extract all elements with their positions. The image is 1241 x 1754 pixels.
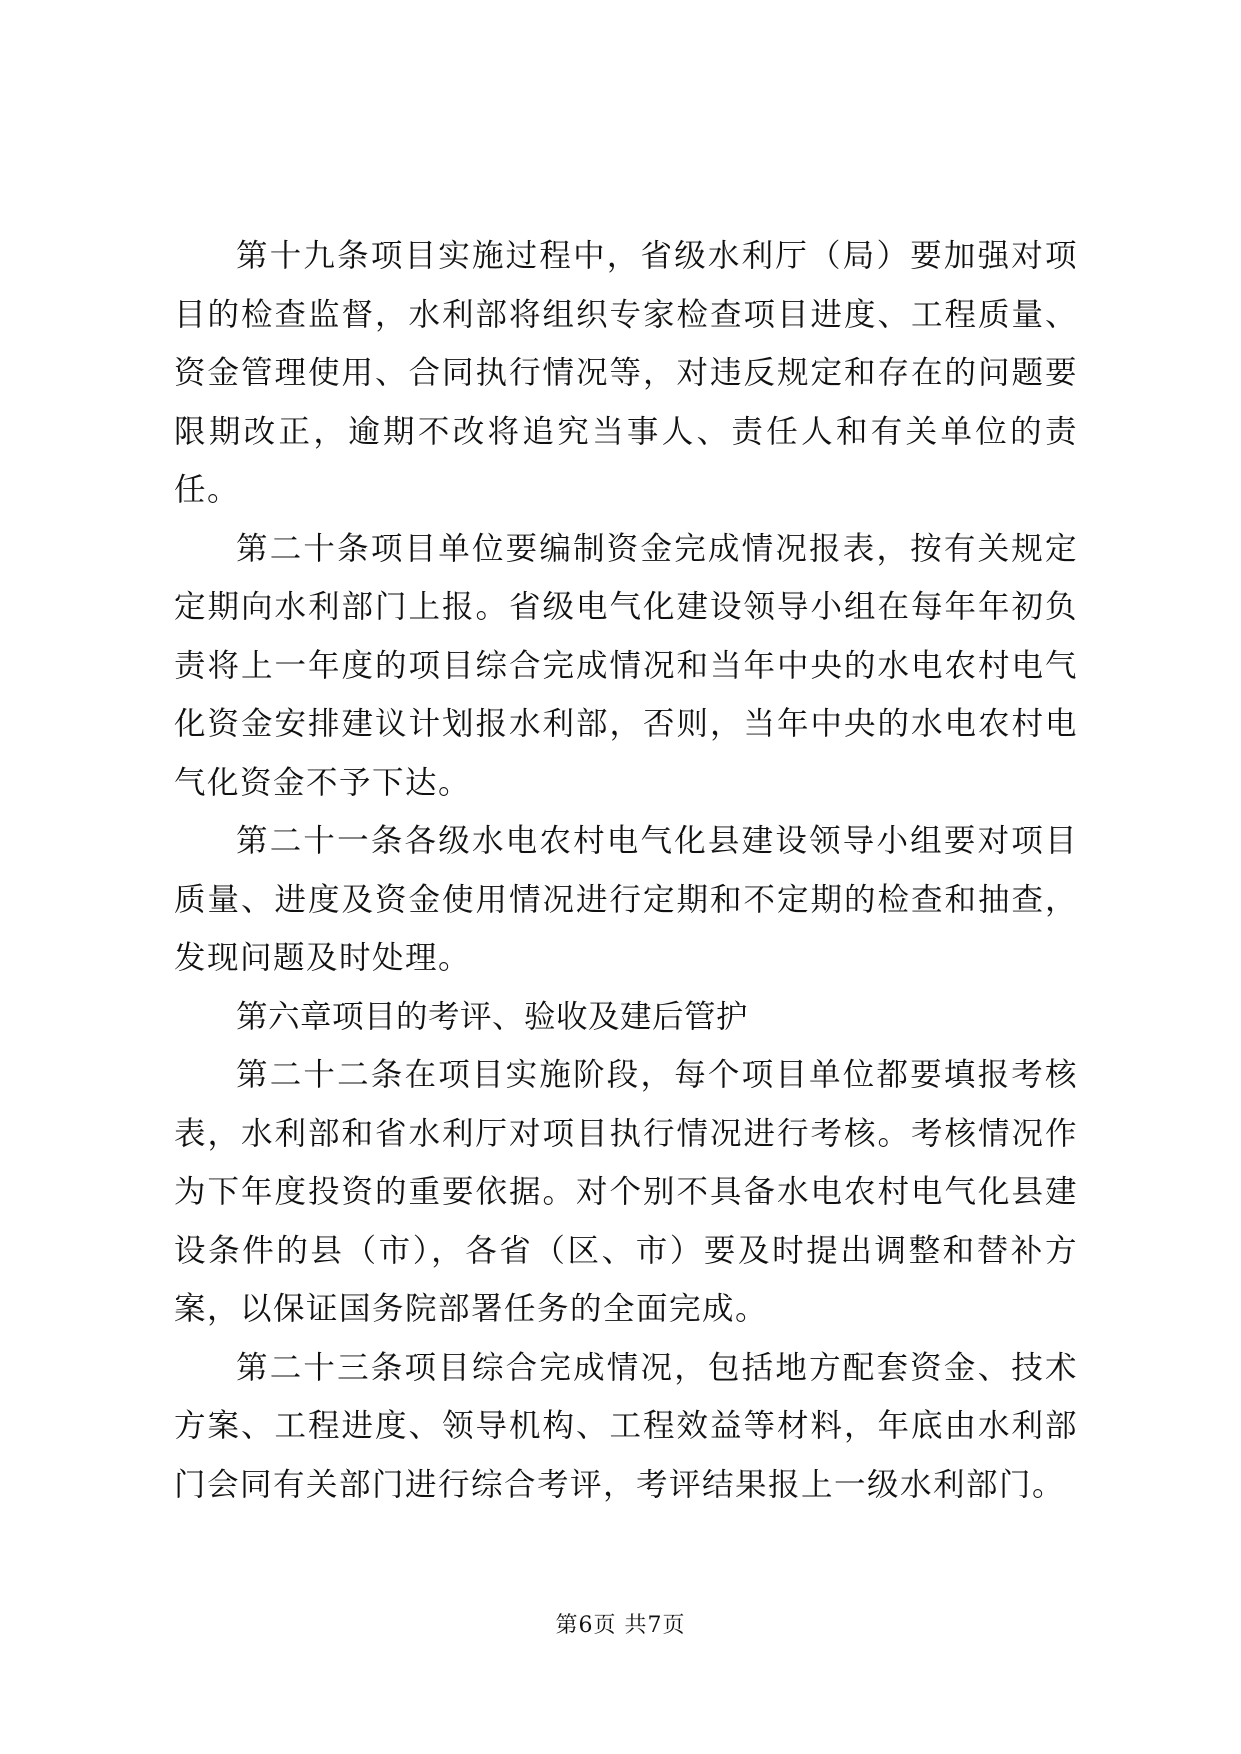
document-body [174,227,1078,1514]
paragraph-article-22: 第二十二条在项目实施阶段，每个项目单位都要填报考核表，水利部和省水利厅对项目执行情况进行考核。考核情况作为下年度投资的重要依据。对个别不具备水电农村电气化县建设条件的县（市），各省（区、市）要及时提出调整和替补方案，以保证国务院部署任务的全面完成。 [174,1057,1078,1327]
page-number-footer: 第6页 共7页 [555,1613,686,1638]
paragraph-article-20: 第二十条项目单位要编制资金完成情况报表，按有关规定定期向水利部门上报。省级电气化建设领导小组在每年年初负责将上一年度的项目综合完成情况和当年中央的水电农村电气化资金安排建议计划报水利部，否则，当年中央的水电农村电气化资金不予下达。 [174,530,1078,801]
chapter-heading: 第六章项目的考评、验收及建后管护 [236,998,749,1035]
paragraph-article-19: 第十九条项目实施过程中，省级水利厅（局）要加强对项目的检查监督，水利部将组织专家检查项目进度、工程质量、资金管理使用、合同执行情况等，对违反规定和存在的问题要限期改正，逾期不改将追究当事人、责任人和有关单位的责任。 [174,238,1078,508]
paragraph-article-23: 第二十三条项目综合完成情况，包括地方配套资金、技术方案、工程进度、领导机构、工程效益等材料，年底由水利部门会同有关部门进行综合考评，考评结果报上一级水利部门。 [174,1349,1078,1503]
paragraph-article-21: 第二十一条各级水电农村电气化县建设领导小组要对项目质量、进度及资金使用情况进行定期和不定期的检查和抽查，发现问题及时处理。 [174,823,1078,976]
